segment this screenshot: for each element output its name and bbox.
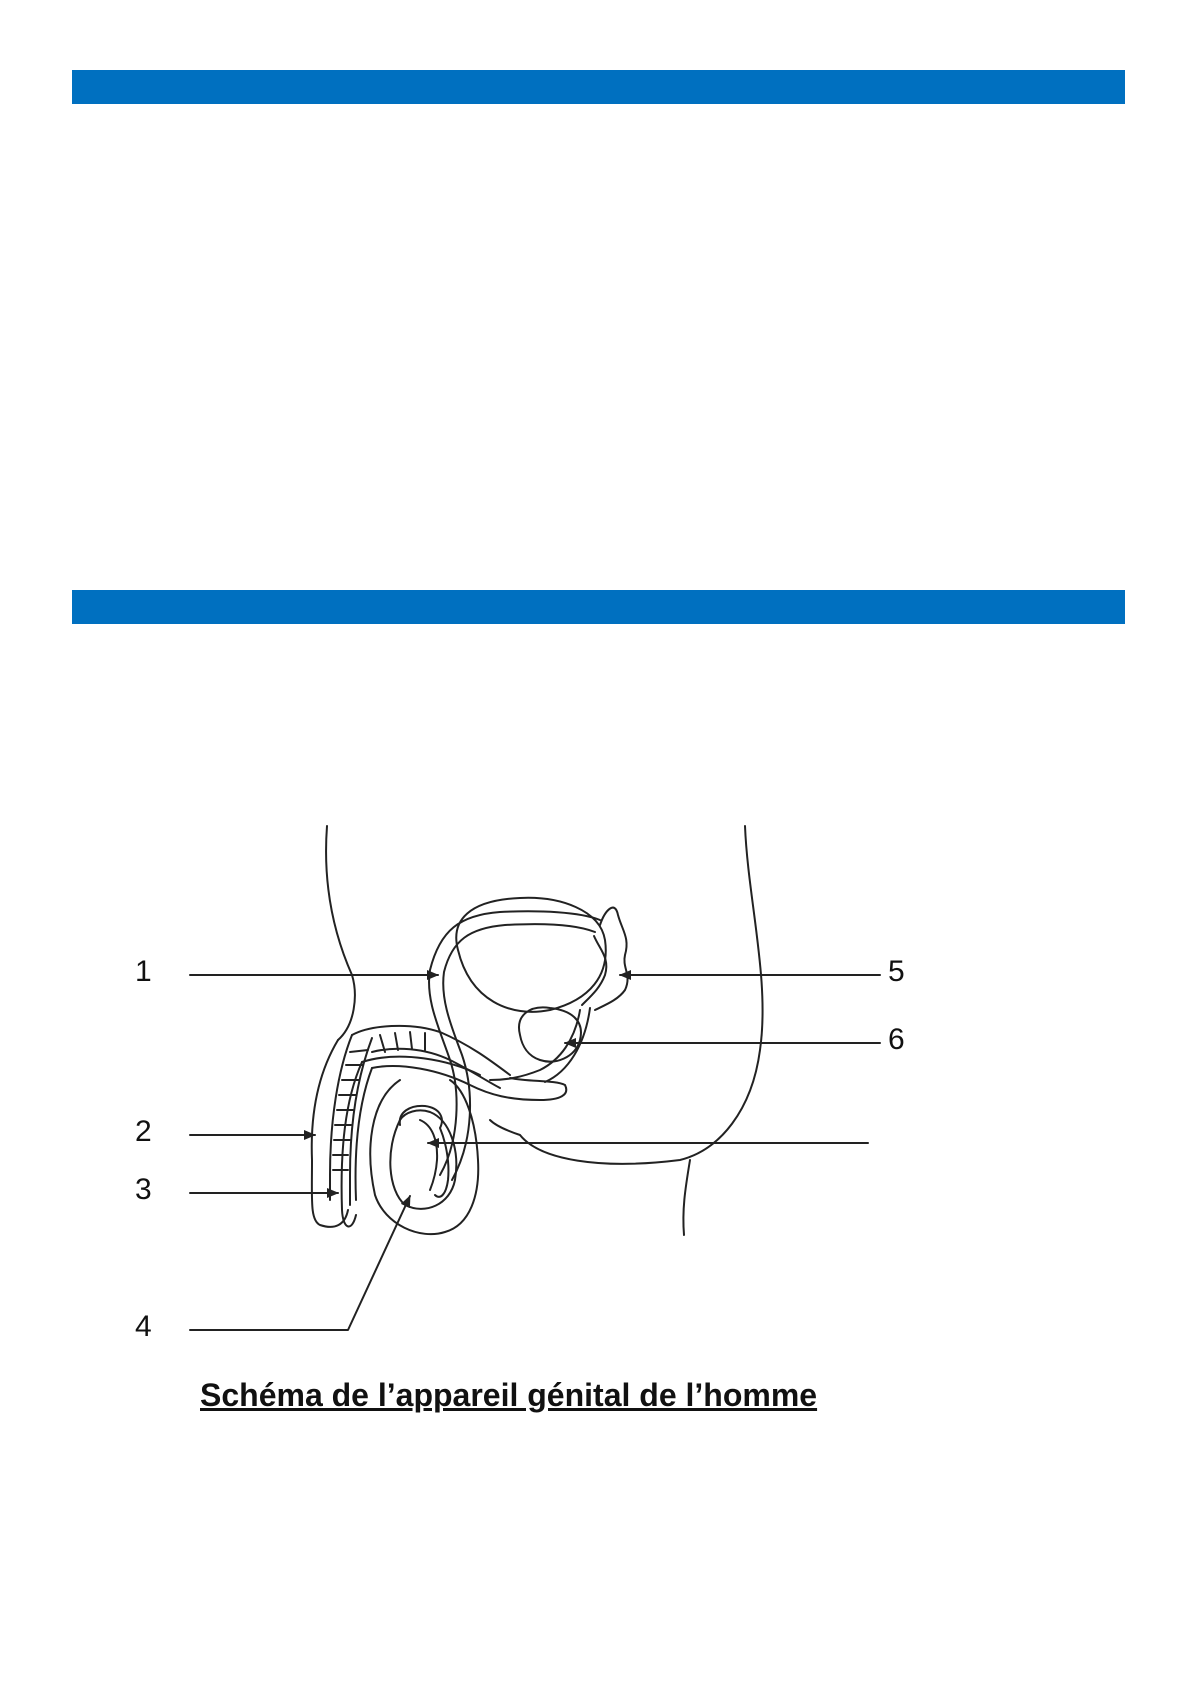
epididymis-inner: [420, 1120, 437, 1190]
label-3: 3: [135, 1173, 152, 1206]
diagram-caption: Schéma de l’appareil génital de l’homme: [200, 1377, 818, 1413]
label-2: 2: [135, 1115, 152, 1148]
epididymis: [400, 1106, 449, 1197]
leader-line-4: [190, 1196, 410, 1330]
corpus-stripes: [333, 1032, 425, 1170]
label-4: 4: [135, 1310, 152, 1343]
label-6: 6: [888, 1023, 905, 1056]
label-1: 1: [135, 955, 152, 988]
leg-outline: [683, 1160, 690, 1235]
body-outline-back: [490, 826, 763, 1164]
seminal-vesicle: [595, 908, 628, 1010]
label-5: 5: [888, 955, 905, 988]
prostate: [519, 1007, 581, 1061]
body-outline-front: [326, 826, 355, 1040]
